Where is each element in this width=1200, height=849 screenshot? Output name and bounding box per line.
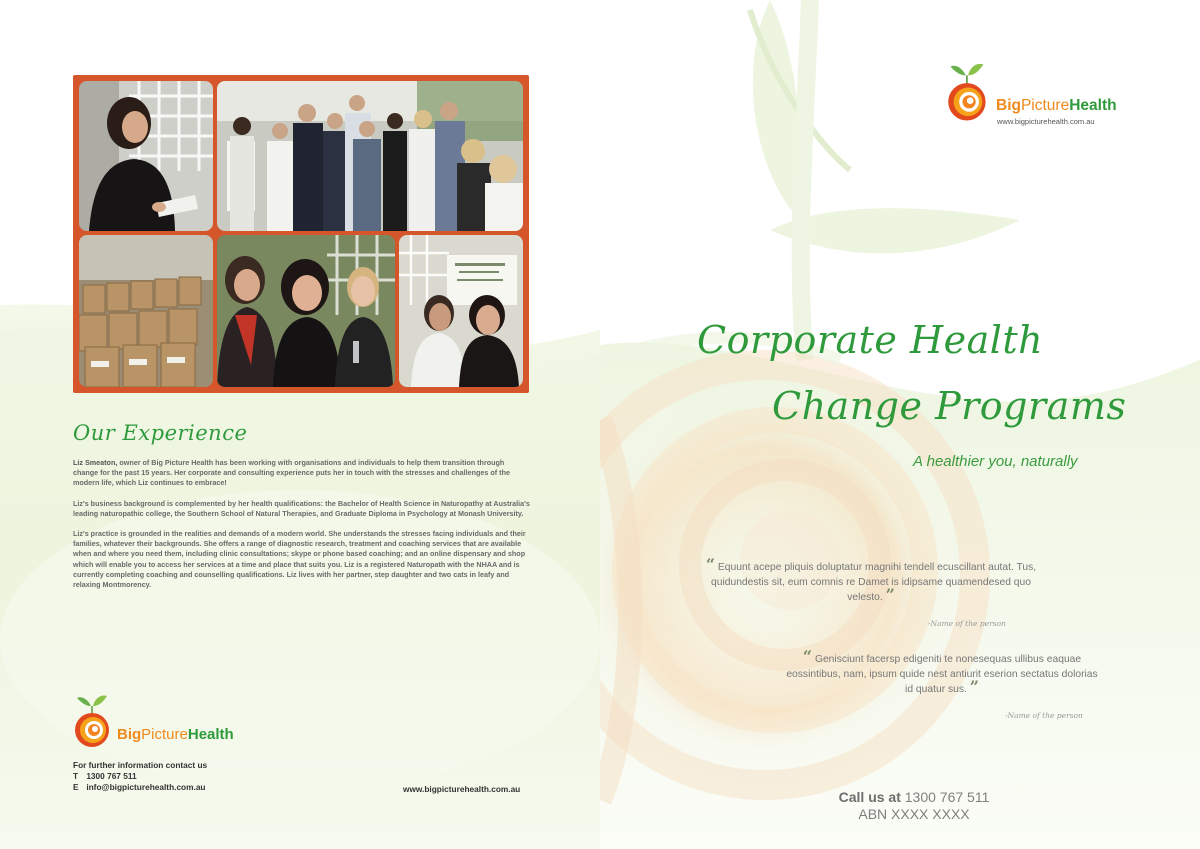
phone-key: T xyxy=(73,771,79,781)
contact-phone: 1300 767 511 xyxy=(86,771,137,781)
brand-logo-left xyxy=(73,692,263,752)
paragraph-1 xyxy=(73,458,531,489)
brand-wordmark xyxy=(117,726,234,743)
testimonial-text: Equunt acepe pliquis doluptatur magnihi tendell ecuscillant autat. Tus, quidundestis sit, eum comnis re Damet is idipsame quamendesed quo velesto. xyxy=(711,562,1037,603)
photo-gift-bags xyxy=(79,235,213,387)
close-quote-icon: ” xyxy=(885,585,895,604)
paragraph-2 xyxy=(73,499,531,519)
contact-email-row xyxy=(73,782,207,793)
testimonial-2 xyxy=(786,647,1098,697)
testimonial-1-attribution: -Name of the person xyxy=(928,619,1006,628)
call-row xyxy=(832,789,996,806)
abn: ABN XXXX XXXX xyxy=(858,806,970,822)
footer-website: www.bigpicturehealth.com.au xyxy=(403,784,521,794)
contact-email: info@bigpicturehealth.com.au xyxy=(86,782,206,792)
spiral-logo-icon xyxy=(946,60,990,126)
cover-title-line2: Change Programs xyxy=(772,384,1127,428)
open-quote-icon: “ xyxy=(802,647,813,666)
right-page xyxy=(600,0,1200,849)
paragraph-3 xyxy=(73,529,531,590)
contact-block xyxy=(73,760,207,793)
photo-two-women xyxy=(399,235,523,387)
experience-body xyxy=(73,458,531,600)
section-title: Our Experience xyxy=(73,421,248,445)
brand-wordmark xyxy=(996,97,1117,115)
close-quote-icon: ” xyxy=(969,677,979,696)
paragraph-text: Liz's business background is complemented by her health qualifications: the Bachelor of Health Science in Naturopathy at Australia's leading naturopathic college, the Southern School of Natural Therapies, and Graduate Diploma in Psychology at Monash University. xyxy=(73,498,530,518)
brand-url: www.bigpicturehealth.com.au xyxy=(997,117,1095,126)
paragraph-lead: Liz Smeaton, xyxy=(73,458,118,467)
contact-heading: For further information contact us xyxy=(73,760,208,770)
call-label: Call us at xyxy=(838,789,901,805)
paragraph-text: Liz's practice is grounded in the realities and demands of a modern world. She understands the stresses facing individuals and their families, whatever their backgrounds. She offers a range of diagnostic research, treatment and coaching services that are available when and where you need them, including clinic consultations; skype or phone based coaching; and an online dispensary and shop which will enable you to access her services at a time and place that suits you. Liz is a registered Naturopath with the NHAA and is currently completing coaching and counselling qualifications. Liz lives with her partner, step daughter and two cats in leafy and relaxing Montmorency. xyxy=(73,529,526,590)
call-phone: 1300 767 511 xyxy=(904,789,990,805)
brand-name-health: Health xyxy=(187,726,234,743)
photo-group xyxy=(217,81,523,231)
testimonial-2-attribution: -Name of the person xyxy=(1005,711,1083,720)
photo-collage xyxy=(73,75,529,393)
photo-speaker xyxy=(79,81,213,231)
paragraph-text: owner of Big Picture Health has been working with organisations and individuals to help them transition through change for the past 15 years. Her corporate and consulting experience puts her in touch with the stresses and challenges of the modern life, which Liz continues to embrace! xyxy=(73,458,510,488)
tagline: A healthier you, naturally xyxy=(913,453,1078,470)
email-key: E xyxy=(73,782,79,792)
testimonial-text: Genisciunt facersp edigeniti te nonesequas ullibus eaquae eossintibus, nam, ipsum quide nest antiurit eserion sectatus dolorias id quatur sus. xyxy=(786,654,1098,695)
spiral-logo-icon xyxy=(73,692,113,752)
brand-name-big: Big xyxy=(996,97,1021,114)
cover-title-line1: Corporate Health xyxy=(697,318,1044,362)
testimonial-1 xyxy=(704,555,1038,605)
open-quote-icon: “ xyxy=(705,555,716,574)
brand-name-picture: Picture xyxy=(141,726,188,743)
brand-name-big: Big xyxy=(117,726,142,743)
contact-phone-row xyxy=(73,771,207,782)
brand-name-health: Health xyxy=(1069,97,1117,114)
brand-name-picture: Picture xyxy=(1020,97,1070,114)
call-block xyxy=(832,789,996,823)
photo-three-women xyxy=(217,235,395,387)
